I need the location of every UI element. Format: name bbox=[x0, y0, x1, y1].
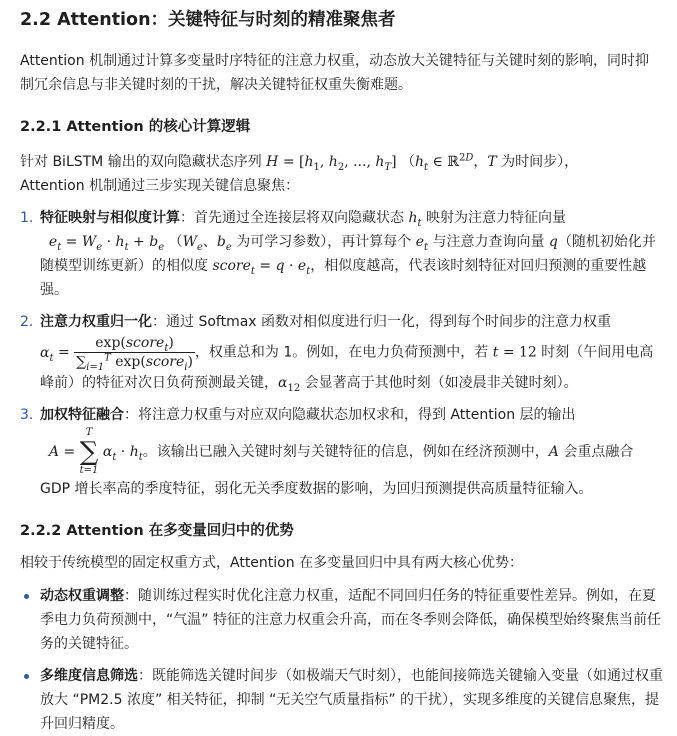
list-item: 2. 注意力权重归一化：通过 Softmax 函数对相似度进行归一化，得到每个时间步的注意力权重 $\alpha_t$ = $\frac{\exp(score_t)}{\sum_{i=1}^T \exp(score_i)}$ ，权重总和为 1。例如，在电力负荷预测中，若 t = 12 时刻（午间用电高峰前）的特征对次日负荷预测最关键，$\alpha_{12}$ 会显著高于其他时刻（如凌晨非关键时刻）。 bbox=[20, 310, 663, 395]
list-item: 3. 加权特征融合：将注意力权重与对应双向隐藏状态加权求和，得到 Attention 层的输出 A = T ∑ t=1 $\alpha_t \cdot h_t$。该输出已融入关键时刻与关键特征的信息，例如在经济预测中，A 会重点融合 GDP 增长率高的季度特征，弱化无关季度数据的影响，为回归预测提供高质量特征输入。 bbox=[20, 403, 663, 501]
softmax-fraction: $\frac{\exp(score_t)}{\sum_{i=1}^T \exp(score_i)}$ bbox=[76, 335, 193, 373]
bullet-icon bbox=[24, 674, 29, 679]
advantages-list bbox=[20, 584, 663, 736]
advantage-label: 动态权重调整 bbox=[40, 588, 124, 604]
list-item: 动态权重调整：随训练过程实时优化注意力权重，适配不同回归任务的特征重要性差异。例如，在夏季电力负荷预测中，“气温” 特征的注意力权重会升高，而在冬季则会降低，确保模型始终聚焦当前任务的关键特征。 bbox=[20, 584, 663, 656]
list-item: 1. 特征映射与相似度计算：首先通过全连接层将双向隐藏状态 $h_t$ 映射为注意力特征向量 $e_t = W_e \cdot h_t + b_e$ （$W_e$、$b_e$ 为可学习参数），再计算每个 $e_t$ 与注意力查询向量 q（随机初始化并随模型训练更新）的相似度 score$_t$ = $q \cdot e_t$，相似度越高，代表该时刻特征对回归预测的重要性越强。 bbox=[20, 206, 663, 302]
core-logic-lead: 针对 BiLSTM 输出的双向隐藏状态序列 $H = [h_1$, $h_2$, ..., $h_T$] （$h_t$ ∈ ℝ$^{2D}$，T 为时间步）， Attention 机制通过三步实现关键信息聚焦： bbox=[20, 152, 579, 194]
intro-paragraph: Attention 机制通过计算多变量时序特征的注意力权重，动态放大关键特征与关键时刻的影响，同时抑制冗余信息与非关键时刻的干扰，解决关键特征权重失衡难题。 bbox=[20, 53, 650, 93]
advantages-lead: 相较于传统模型的固定权重方式，Attention 在多变量回归中具有两大核心优势： bbox=[20, 555, 524, 571]
formula-ht-domain: $h_t$ bbox=[414, 154, 429, 173]
list-item: 多维度信息筛选：既能筛选关键时间步（如极端天气时刻），也能间接筛选关键输入变量（如通过权重放大 “PM2.5 浓度” 相关特征，抑制 “无关空气质量指标” 的干扰），实现多维度的关键信息聚焦，提升回归精度。 bbox=[20, 664, 663, 736]
summation-symbol: T ∑ t=1 bbox=[79, 427, 99, 476]
step-label: 注意力权重归一化 bbox=[40, 314, 152, 330]
subsection-heading-advantages: 2.2.2 Attention 在多变量回归中的优势 bbox=[20, 523, 294, 539]
advantage-label: 多维度信息筛选 bbox=[40, 668, 138, 684]
calc-steps-list bbox=[20, 206, 663, 501]
bullet-icon bbox=[24, 594, 29, 599]
formula-alpha: $\alpha_t$ bbox=[40, 344, 54, 364]
formula-hidden-sequence: H bbox=[266, 154, 279, 170]
step-label: 特征映射与相似度计算 bbox=[40, 210, 180, 226]
subsection-heading-core-logic: 2.2.1 Attention 的核心计算逻辑 bbox=[20, 119, 251, 135]
formula-output: A bbox=[40, 444, 60, 460]
step-number: 3. bbox=[20, 407, 34, 423]
step-number: 2. bbox=[20, 314, 34, 330]
step-number: 1. bbox=[20, 210, 34, 226]
section-title: 2.2 Attention：关键特征与时刻的精准聚焦者 bbox=[20, 10, 396, 30]
step-label: 加权特征融合 bbox=[40, 407, 124, 423]
formula-et: $e_t = W_e \cdot h_t + b_e$ bbox=[40, 234, 165, 253]
formula-score: score$_t$ = $q \cdot e_t$ bbox=[212, 258, 311, 277]
